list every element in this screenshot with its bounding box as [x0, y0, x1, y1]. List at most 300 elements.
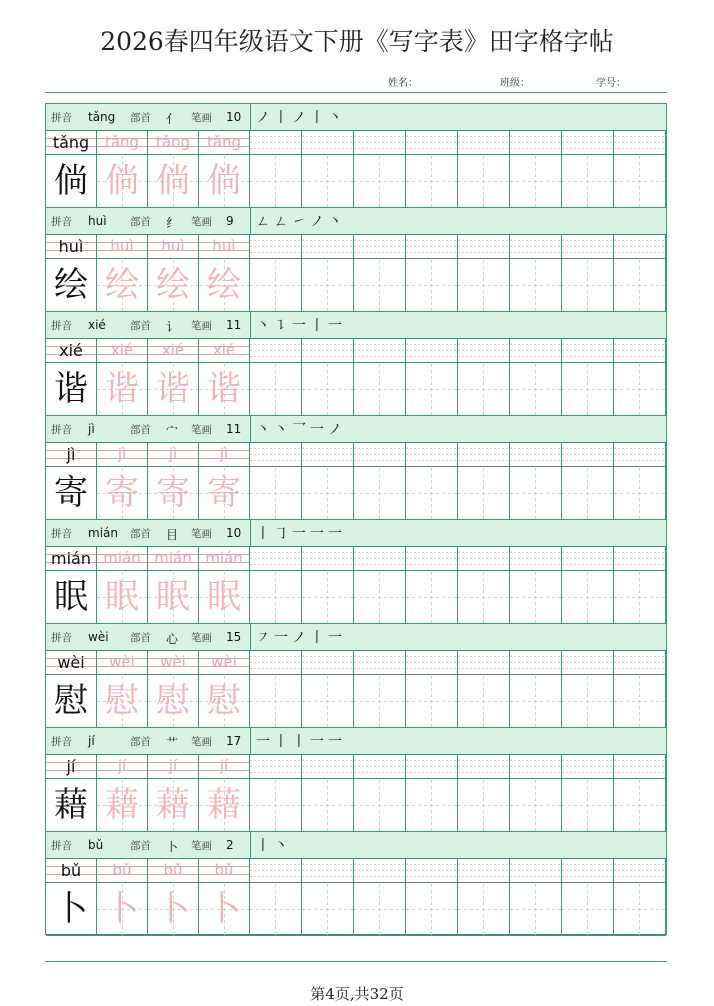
character-blank-cell	[406, 467, 458, 519]
pinyin-trace: huì	[161, 237, 185, 255]
character-trace-cell	[97, 779, 148, 831]
pinyin-trace-cell	[97, 651, 148, 675]
pinyin-label: 拼音	[51, 840, 72, 852]
pinyin-blank-cell	[458, 755, 510, 779]
pinyin-label: 拼音	[51, 320, 72, 332]
pinyin-model-cell	[46, 755, 97, 779]
character-blank-cell	[302, 259, 354, 311]
character-blank-cell	[510, 571, 562, 623]
character-block	[46, 832, 666, 936]
pinyin-trace: mián	[103, 549, 141, 567]
pinyin-model-cell	[46, 339, 97, 363]
character-blank-cell	[458, 675, 510, 727]
character-trace: 慰	[207, 681, 241, 721]
pinyin-label: 拼音	[51, 216, 72, 228]
pinyin-model: bǔ	[60, 861, 82, 880]
character-blank-cell	[406, 883, 458, 935]
character-model-cell	[46, 779, 97, 831]
pinyin-trace-cell	[199, 547, 250, 571]
stroke-order-area	[250, 208, 666, 234]
character-blank-cell	[302, 883, 354, 935]
pinyin-model-cell	[46, 651, 97, 675]
stroke-sequence: ㇇一ノ丨一	[256, 630, 346, 646]
character-practice-row	[46, 883, 666, 936]
character-blank-cell	[614, 467, 666, 519]
pinyin-blank-cell	[302, 547, 354, 571]
pinyin-blank-cell	[406, 443, 458, 467]
pinyin-blank-cell	[510, 547, 562, 571]
pinyin-blank-cell	[458, 443, 510, 467]
pinyin-blank-cell	[406, 859, 458, 883]
pinyin-trace-cell	[97, 755, 148, 779]
stroke-count-value: 15	[226, 630, 242, 644]
character-trace-cell	[148, 571, 199, 623]
character-info-bar	[46, 832, 666, 859]
pinyin-blank-cell	[510, 755, 562, 779]
character-trace: 眠	[207, 577, 241, 617]
pinyin-trace-cell	[97, 131, 148, 155]
pinyin-label: 拼音	[51, 632, 72, 644]
footer-divider	[45, 961, 667, 962]
character-trace-cell	[148, 467, 199, 519]
page-title: 2026春四年级语文下册《写字表》田字格字帖	[100, 27, 614, 56]
pinyin-blank-cell	[562, 131, 614, 155]
pinyin-trace-cell	[97, 547, 148, 571]
pinyin-blank-cell	[302, 131, 354, 155]
pinyin-trace-cell	[148, 443, 199, 467]
character-blank-cell	[354, 883, 406, 935]
character-trace-cell	[148, 155, 199, 207]
pinyin-blank-cell	[302, 651, 354, 675]
stroke-order-area	[250, 832, 666, 858]
pinyin-trace: bǔ	[214, 861, 234, 879]
character-blank-cell	[302, 779, 354, 831]
pinyin-blank-cell	[458, 339, 510, 363]
stroke-count-value: 10	[226, 526, 242, 540]
character-blank-cell	[302, 467, 354, 519]
pinyin-trace-cell	[148, 235, 199, 259]
pinyin-trace-cell	[199, 339, 250, 363]
character-model-cell	[46, 155, 97, 207]
radical-value: 心	[166, 632, 179, 646]
character-trace: 谐	[105, 369, 139, 409]
character-blank-cell	[614, 675, 666, 727]
pinyin-model-cell	[46, 547, 97, 571]
pinyin-trace-cell	[199, 859, 250, 883]
character-trace: 寄	[156, 473, 190, 513]
pinyin-value: tǎng	[88, 110, 116, 124]
stroke-sequence: ㄥㄥ㇀ノ丶	[256, 214, 346, 230]
character-trace-cell	[148, 363, 199, 415]
character-trace: 绘	[156, 265, 190, 305]
character-blank-cell	[406, 571, 458, 623]
pinyin-trace-cell	[199, 651, 250, 675]
character-trace: 倘	[207, 161, 241, 201]
character-blank-cell	[354, 155, 406, 207]
character-trace-cell	[97, 675, 148, 727]
pinyin-blank-cell	[250, 547, 302, 571]
pinyin-trace: mián	[205, 549, 243, 567]
character-model-cell	[46, 467, 97, 519]
character-model: 藉	[54, 785, 88, 825]
stroke-order-area	[250, 416, 666, 442]
pinyin-model-cell	[46, 443, 97, 467]
pinyin-blank-cell	[250, 235, 302, 259]
character-trace: 谐	[207, 369, 241, 409]
pinyin-model: jí	[66, 757, 76, 776]
character-trace: 慰	[105, 681, 139, 721]
radical-value: 宀	[166, 424, 179, 438]
pinyin-trace-cell	[148, 131, 199, 155]
character-blank-cell	[562, 259, 614, 311]
pinyin-blank-cell	[302, 235, 354, 259]
pinyin-trace-cell	[97, 339, 148, 363]
character-trace-cell	[148, 779, 199, 831]
character-blank-cell	[354, 675, 406, 727]
pinyin-practice-row	[46, 755, 666, 779]
pinyin-blank-cell	[354, 755, 406, 779]
character-practice-row	[46, 155, 666, 208]
character-blank-cell	[510, 779, 562, 831]
character-blank-cell	[458, 467, 510, 519]
pinyin-trace: huì	[110, 237, 134, 255]
pinyin-blank-cell	[614, 443, 666, 467]
character-blank-cell	[510, 467, 562, 519]
character-trace: 卜	[105, 889, 139, 929]
pinyin-blank-cell	[406, 339, 458, 363]
radical-value: 艹	[166, 736, 179, 750]
pinyin-blank-cell	[614, 235, 666, 259]
character-trace: 倘	[105, 161, 139, 201]
pinyin-trace: mián	[154, 549, 192, 567]
pinyin-blank-cell	[250, 339, 302, 363]
pinyin-value: wèi	[88, 630, 109, 644]
character-trace-cell	[97, 363, 148, 415]
character-blank-cell	[354, 363, 406, 415]
stroke-divider	[250, 728, 251, 754]
character-blank-cell	[302, 571, 354, 623]
pinyin-blank-cell	[406, 547, 458, 571]
pinyin-blank-cell	[302, 755, 354, 779]
pinyin-practice-row	[46, 547, 666, 571]
pinyin-blank-cell	[250, 131, 302, 155]
pinyin-trace-cell	[148, 547, 199, 571]
character-info-bar	[46, 104, 666, 131]
character-block	[46, 104, 666, 208]
character-model-cell	[46, 259, 97, 311]
pinyin-trace-cell	[199, 443, 250, 467]
character-blank-cell	[510, 883, 562, 935]
stroke-divider	[250, 520, 251, 546]
character-trace-cell	[148, 675, 199, 727]
character-trace-cell	[199, 779, 250, 831]
character-block	[46, 312, 666, 416]
pinyin-model-cell	[46, 859, 97, 883]
pinyin-blank-cell	[458, 547, 510, 571]
pinyin-blank-cell	[614, 131, 666, 155]
radical-value: 讠	[166, 320, 179, 334]
character-trace-cell	[199, 363, 250, 415]
pinyin-trace: wèi	[109, 653, 135, 671]
character-blank-cell	[562, 883, 614, 935]
character-blank-cell	[614, 779, 666, 831]
pinyin-blank-cell	[250, 755, 302, 779]
character-trace: 卜	[207, 889, 241, 929]
pinyin-practice-row	[46, 131, 666, 155]
pinyin-trace-cell	[148, 339, 199, 363]
pinyin-blank-cell	[354, 859, 406, 883]
character-info-bar	[46, 312, 666, 339]
stroke-count-label: 笔画	[191, 632, 212, 644]
stroke-order-area	[250, 104, 666, 130]
character-trace-cell	[199, 259, 250, 311]
stroke-sequence: 丨㇆一一一	[256, 526, 346, 542]
character-blank-cell	[510, 675, 562, 727]
pinyin-label: 拼音	[51, 528, 72, 540]
pinyin-trace-cell	[97, 443, 148, 467]
stroke-count-label: 笔画	[191, 216, 212, 228]
pinyin-value: huì	[88, 214, 107, 228]
radical-value: 亻	[166, 112, 179, 126]
character-info-bar	[46, 624, 666, 651]
pinyin-value: xié	[88, 318, 106, 332]
character-blank-cell	[250, 363, 302, 415]
character-trace: 藉	[207, 785, 241, 825]
pinyin-blank-cell	[406, 131, 458, 155]
character-trace: 藉	[156, 785, 190, 825]
radical-label: 部首	[130, 528, 151, 540]
pinyin-trace: jí	[168, 757, 178, 775]
pinyin-trace: jí	[219, 757, 229, 775]
stroke-sequence: 丨丶	[256, 838, 292, 854]
pinyin-blank-cell	[354, 339, 406, 363]
pinyin-practice-row	[46, 339, 666, 363]
pinyin-blank-cell	[354, 547, 406, 571]
stroke-count-label: 笔画	[191, 320, 212, 332]
pinyin-value: bǔ	[88, 838, 104, 852]
pinyin-blank-cell	[458, 131, 510, 155]
character-blank-cell	[354, 571, 406, 623]
character-trace-cell	[148, 259, 199, 311]
character-blank-cell	[250, 779, 302, 831]
character-trace: 寄	[207, 473, 241, 513]
character-model: 寄	[54, 473, 88, 513]
pinyin-blank-cell	[510, 859, 562, 883]
pinyin-trace: bǔ	[163, 861, 183, 879]
character-blank-cell	[562, 363, 614, 415]
character-blank-cell	[406, 259, 458, 311]
character-blank-cell	[614, 259, 666, 311]
pinyin-blank-cell	[510, 339, 562, 363]
pinyin-blank-cell	[354, 651, 406, 675]
pinyin-trace-cell	[199, 755, 250, 779]
class-label: 班级：	[500, 78, 530, 89]
character-blank-cell	[302, 675, 354, 727]
stroke-count-label: 笔画	[191, 840, 212, 852]
pinyin-trace: tǎng	[104, 133, 140, 151]
character-model: 眠	[54, 577, 88, 617]
stroke-divider	[250, 416, 251, 442]
character-blank-cell	[458, 155, 510, 207]
character-info-bar	[46, 208, 666, 235]
pinyin-value: jí	[88, 734, 95, 748]
pinyin-blank-cell	[510, 131, 562, 155]
pinyin-blank-cell	[250, 443, 302, 467]
stroke-count-value: 11	[226, 422, 242, 436]
character-blank-cell	[562, 155, 614, 207]
practice-sheet	[45, 103, 667, 935]
character-blank-cell	[614, 571, 666, 623]
student-info-row	[0, 74, 714, 90]
stroke-count-label: 笔画	[191, 112, 212, 124]
character-info-bar	[46, 416, 666, 443]
character-trace: 寄	[105, 473, 139, 513]
radical-value: 卜	[166, 840, 179, 854]
pinyin-trace: tǎng	[206, 133, 242, 151]
pinyin-model: mián	[51, 549, 91, 568]
character-trace-cell	[199, 467, 250, 519]
character-trace: 绘	[207, 265, 241, 305]
student-id-label: 学号：	[596, 78, 626, 89]
character-blank-cell	[406, 779, 458, 831]
pinyin-blank-cell	[510, 235, 562, 259]
character-trace: 慰	[156, 681, 190, 721]
pinyin-blank-cell	[458, 859, 510, 883]
character-blank-cell	[458, 883, 510, 935]
character-model-cell	[46, 363, 97, 415]
pinyin-label: 拼音	[51, 736, 72, 748]
character-blank-cell	[250, 259, 302, 311]
pinyin-trace: jì	[168, 445, 178, 463]
stroke-divider	[250, 312, 251, 338]
stroke-sequence: 丶丶乛一ノ	[256, 422, 346, 438]
stroke-divider	[250, 624, 251, 650]
character-trace: 倘	[156, 161, 190, 201]
pinyin-blank-cell	[614, 859, 666, 883]
character-model: 绘	[54, 265, 88, 305]
pinyin-trace: xié	[212, 341, 236, 359]
pinyin-blank-cell	[354, 131, 406, 155]
pinyin-blank-cell	[510, 651, 562, 675]
pinyin-model: jì	[66, 445, 76, 464]
radical-label: 部首	[130, 216, 151, 228]
character-block	[46, 416, 666, 520]
stroke-order-area	[250, 520, 666, 546]
stroke-count-value: 17	[226, 734, 242, 748]
character-blank-cell	[302, 363, 354, 415]
character-trace: 藉	[105, 785, 139, 825]
character-blank-cell	[458, 571, 510, 623]
character-blank-cell	[458, 259, 510, 311]
character-trace: 卜	[156, 889, 190, 929]
character-blank-cell	[250, 467, 302, 519]
character-practice-row	[46, 259, 666, 312]
radical-label: 部首	[130, 736, 151, 748]
pinyin-practice-row	[46, 443, 666, 467]
stroke-divider	[250, 104, 251, 130]
pinyin-blank-cell	[562, 339, 614, 363]
character-trace: 绘	[105, 265, 139, 305]
pinyin-blank-cell	[510, 443, 562, 467]
character-trace-cell	[97, 467, 148, 519]
pinyin-model-cell	[46, 131, 97, 155]
pinyin-blank-cell	[302, 443, 354, 467]
character-block	[46, 624, 666, 728]
pinyin-trace-cell	[148, 755, 199, 779]
character-model: 卜	[54, 889, 88, 929]
pinyin-practice-row	[46, 651, 666, 675]
pinyin-trace: wèi	[160, 653, 186, 671]
pinyin-trace: xié	[161, 341, 185, 359]
pinyin-blank-cell	[302, 859, 354, 883]
character-block	[46, 728, 666, 832]
pinyin-trace: tǎng	[155, 133, 191, 151]
stroke-count-label: 笔画	[191, 424, 212, 436]
pinyin-model: xié	[59, 341, 83, 360]
character-blank-cell	[614, 363, 666, 415]
stroke-order-area	[250, 728, 666, 754]
character-trace: 眠	[105, 577, 139, 617]
character-blank-cell	[510, 155, 562, 207]
character-blank-cell	[354, 779, 406, 831]
pinyin-trace-cell	[199, 235, 250, 259]
pinyin-trace: bǔ	[112, 861, 132, 879]
pinyin-blank-cell	[458, 235, 510, 259]
character-practice-row	[46, 467, 666, 520]
pinyin-model: tǎng	[52, 133, 90, 152]
pinyin-blank-cell	[250, 859, 302, 883]
pinyin-model: huì	[58, 237, 84, 256]
pinyin-trace-cell	[97, 859, 148, 883]
character-model-cell	[46, 675, 97, 727]
character-model-cell	[46, 571, 97, 623]
pinyin-trace: jì	[219, 445, 229, 463]
character-blank-cell	[354, 467, 406, 519]
pinyin-value: mián	[88, 526, 118, 540]
character-blank-cell	[510, 259, 562, 311]
pinyin-trace: huì	[212, 237, 236, 255]
pinyin-trace: jí	[117, 757, 127, 775]
pinyin-blank-cell	[562, 755, 614, 779]
character-blank-cell	[250, 571, 302, 623]
character-trace-cell	[97, 259, 148, 311]
character-model-cell	[46, 883, 97, 935]
character-blank-cell	[562, 675, 614, 727]
pinyin-blank-cell	[562, 235, 614, 259]
pinyin-blank-cell	[406, 755, 458, 779]
stroke-count-value: 2	[226, 838, 234, 852]
stroke-sequence: 一丨丨一一	[256, 734, 346, 750]
character-model: 谐	[54, 369, 88, 409]
pinyin-blank-cell	[614, 547, 666, 571]
stroke-count-value: 9	[226, 214, 234, 228]
character-trace: 谐	[156, 369, 190, 409]
character-blank-cell	[510, 363, 562, 415]
character-trace-cell	[199, 571, 250, 623]
character-blank-cell	[458, 779, 510, 831]
character-blank-cell	[302, 155, 354, 207]
pinyin-blank-cell	[354, 235, 406, 259]
pinyin-blank-cell	[614, 651, 666, 675]
character-model: 慰	[54, 681, 88, 721]
pinyin-blank-cell	[614, 339, 666, 363]
pinyin-blank-cell	[250, 651, 302, 675]
pinyin-trace-cell	[148, 859, 199, 883]
page-footer: 第4页,共32页	[310, 985, 404, 1003]
character-blank-cell	[250, 155, 302, 207]
pinyin-model-cell	[46, 235, 97, 259]
pinyin-practice-row	[46, 235, 666, 259]
